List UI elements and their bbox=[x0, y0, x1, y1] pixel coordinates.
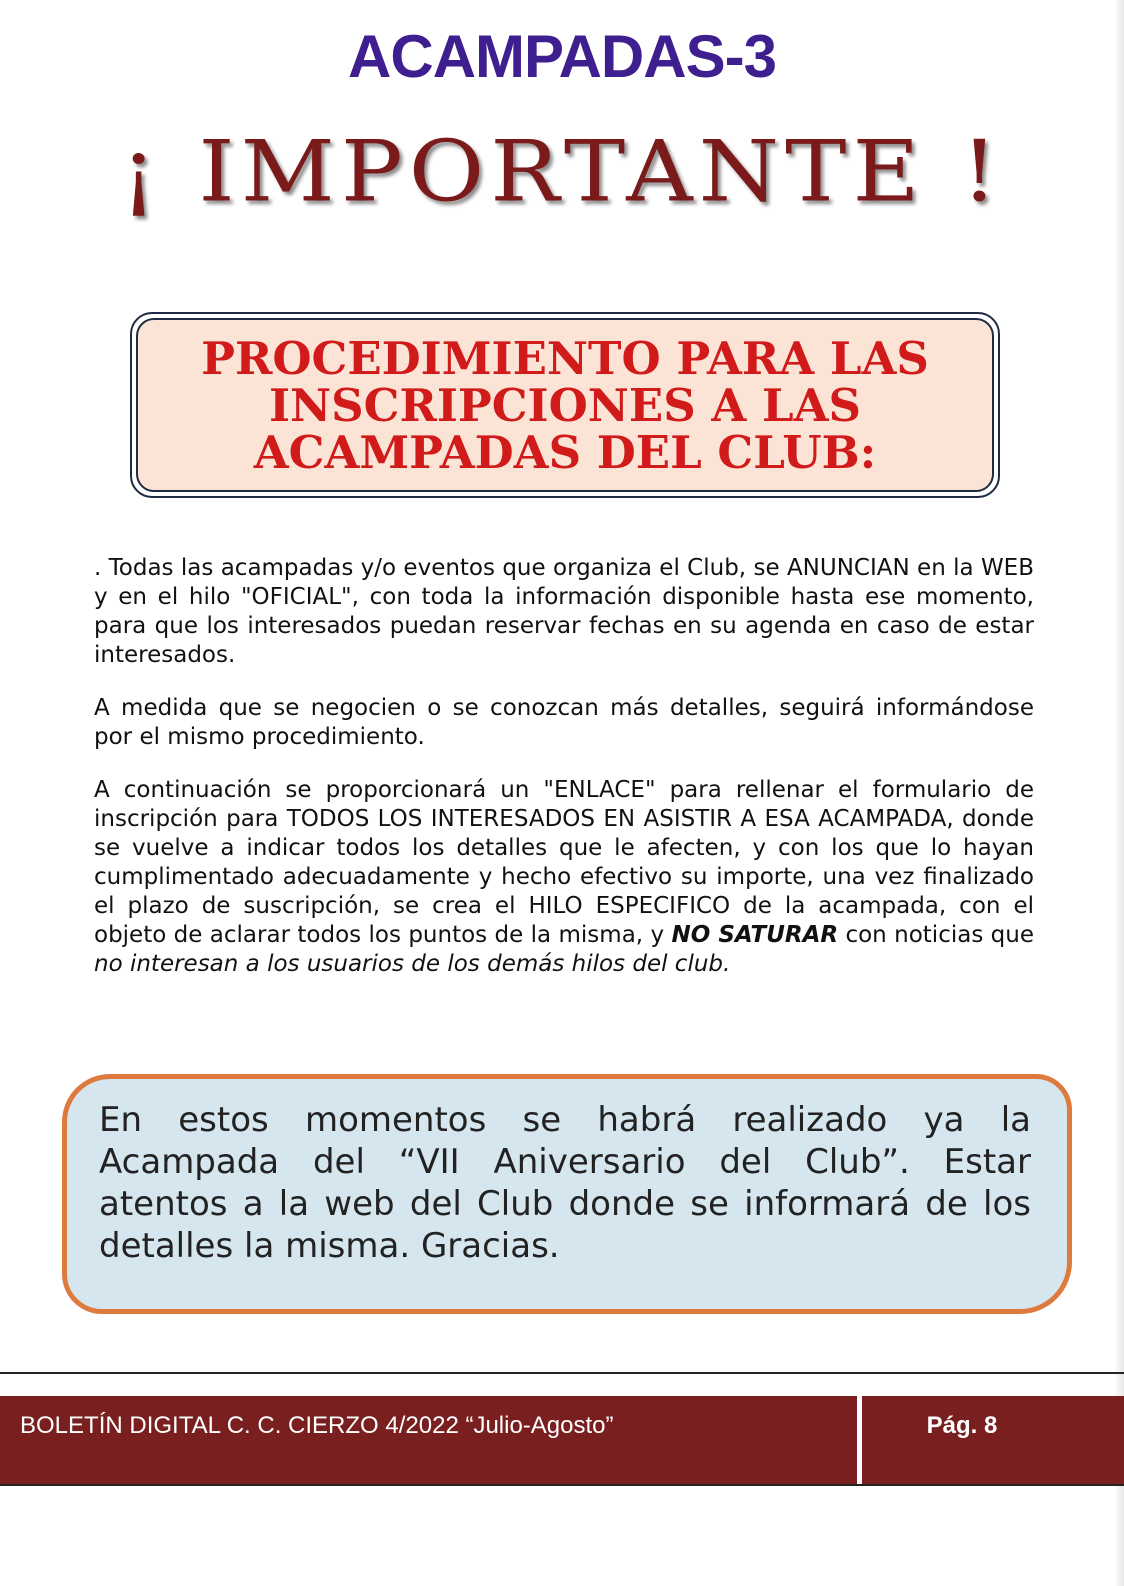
paragraph-registration-middle: con noticias que bbox=[838, 922, 1035, 948]
footer-top-rule bbox=[0, 1372, 1124, 1374]
important-banner: ¡ IMPORTANTE ! bbox=[120, 122, 1004, 221]
procedure-box bbox=[130, 312, 1000, 498]
page-title: ACAMPADAS-3 bbox=[348, 23, 776, 90]
paragraph-updates: A medida que se negocien o se conozcan más detalles, seguirá informándose por el mismo procedimiento. bbox=[94, 695, 1034, 750]
notice-box bbox=[62, 1074, 1072, 1314]
procedure-title-line-2: INSCRIPCIONES A LAS bbox=[268, 378, 862, 432]
page-number: Pág. 8 bbox=[926, 1412, 998, 1439]
paragraph-registration bbox=[94, 776, 1034, 979]
paragraph-registration-italic: no interesan a los usuarios de los demás hilos del club. bbox=[94, 951, 731, 977]
footer-bar bbox=[0, 1396, 1124, 1484]
footer-bottom-rule bbox=[0, 1484, 1124, 1486]
procedure-title-line-3: ACAMPADAS DEL CLUB: bbox=[253, 425, 877, 479]
page-edge-shadow bbox=[1114, 0, 1124, 1586]
body-text bbox=[94, 554, 1034, 1003]
paragraph-announcements: . Todas las acampadas y/o eventos que organiza el Club, se ANUNCIAN en la WEB y en el hilo "OFICIAL", con toda la información disponible hasta ese momento, para que los interesados puedan reservar fechas en su agenda en caso de estar interesados. bbox=[94, 555, 1034, 668]
procedure-title-line-1: PROCEDIMIENTO PARA LAS bbox=[201, 331, 929, 385]
procedure-title bbox=[201, 331, 929, 479]
footer-publication: BOLETÍN DIGITAL C. C. CIERZO 4/2022 “Julio-Agosto” bbox=[20, 1412, 614, 1439]
notice-text: En estos momentos se habrá realizado ya la Acampada del “VII Aniversario del Club”. Estar atentos a la web del Club donde se informará de los detalles la misma. Gracias. bbox=[99, 1100, 1031, 1266]
procedure-box-inner bbox=[136, 318, 994, 492]
paragraph-registration-text: A continuación se proporcionará un "ENLACE" para rellenar el formulario de inscripción para TODOS LOS INTERESADOS EN ASISTIR A ESA ACAMPADA, donde se vuelve a indicar todos los detalles que le afecten, y con los que lo hayan cumplimentado adecuadamente y hecho efectivo su importe, una vez finalizado el plazo de suscripción, se crea el HILO ESPECIFICO de la acampada, con el objeto de aclarar todos los puntos de la misma, y bbox=[94, 777, 1034, 948]
no-saturar-emphasis: NO SATURAR bbox=[671, 922, 839, 948]
